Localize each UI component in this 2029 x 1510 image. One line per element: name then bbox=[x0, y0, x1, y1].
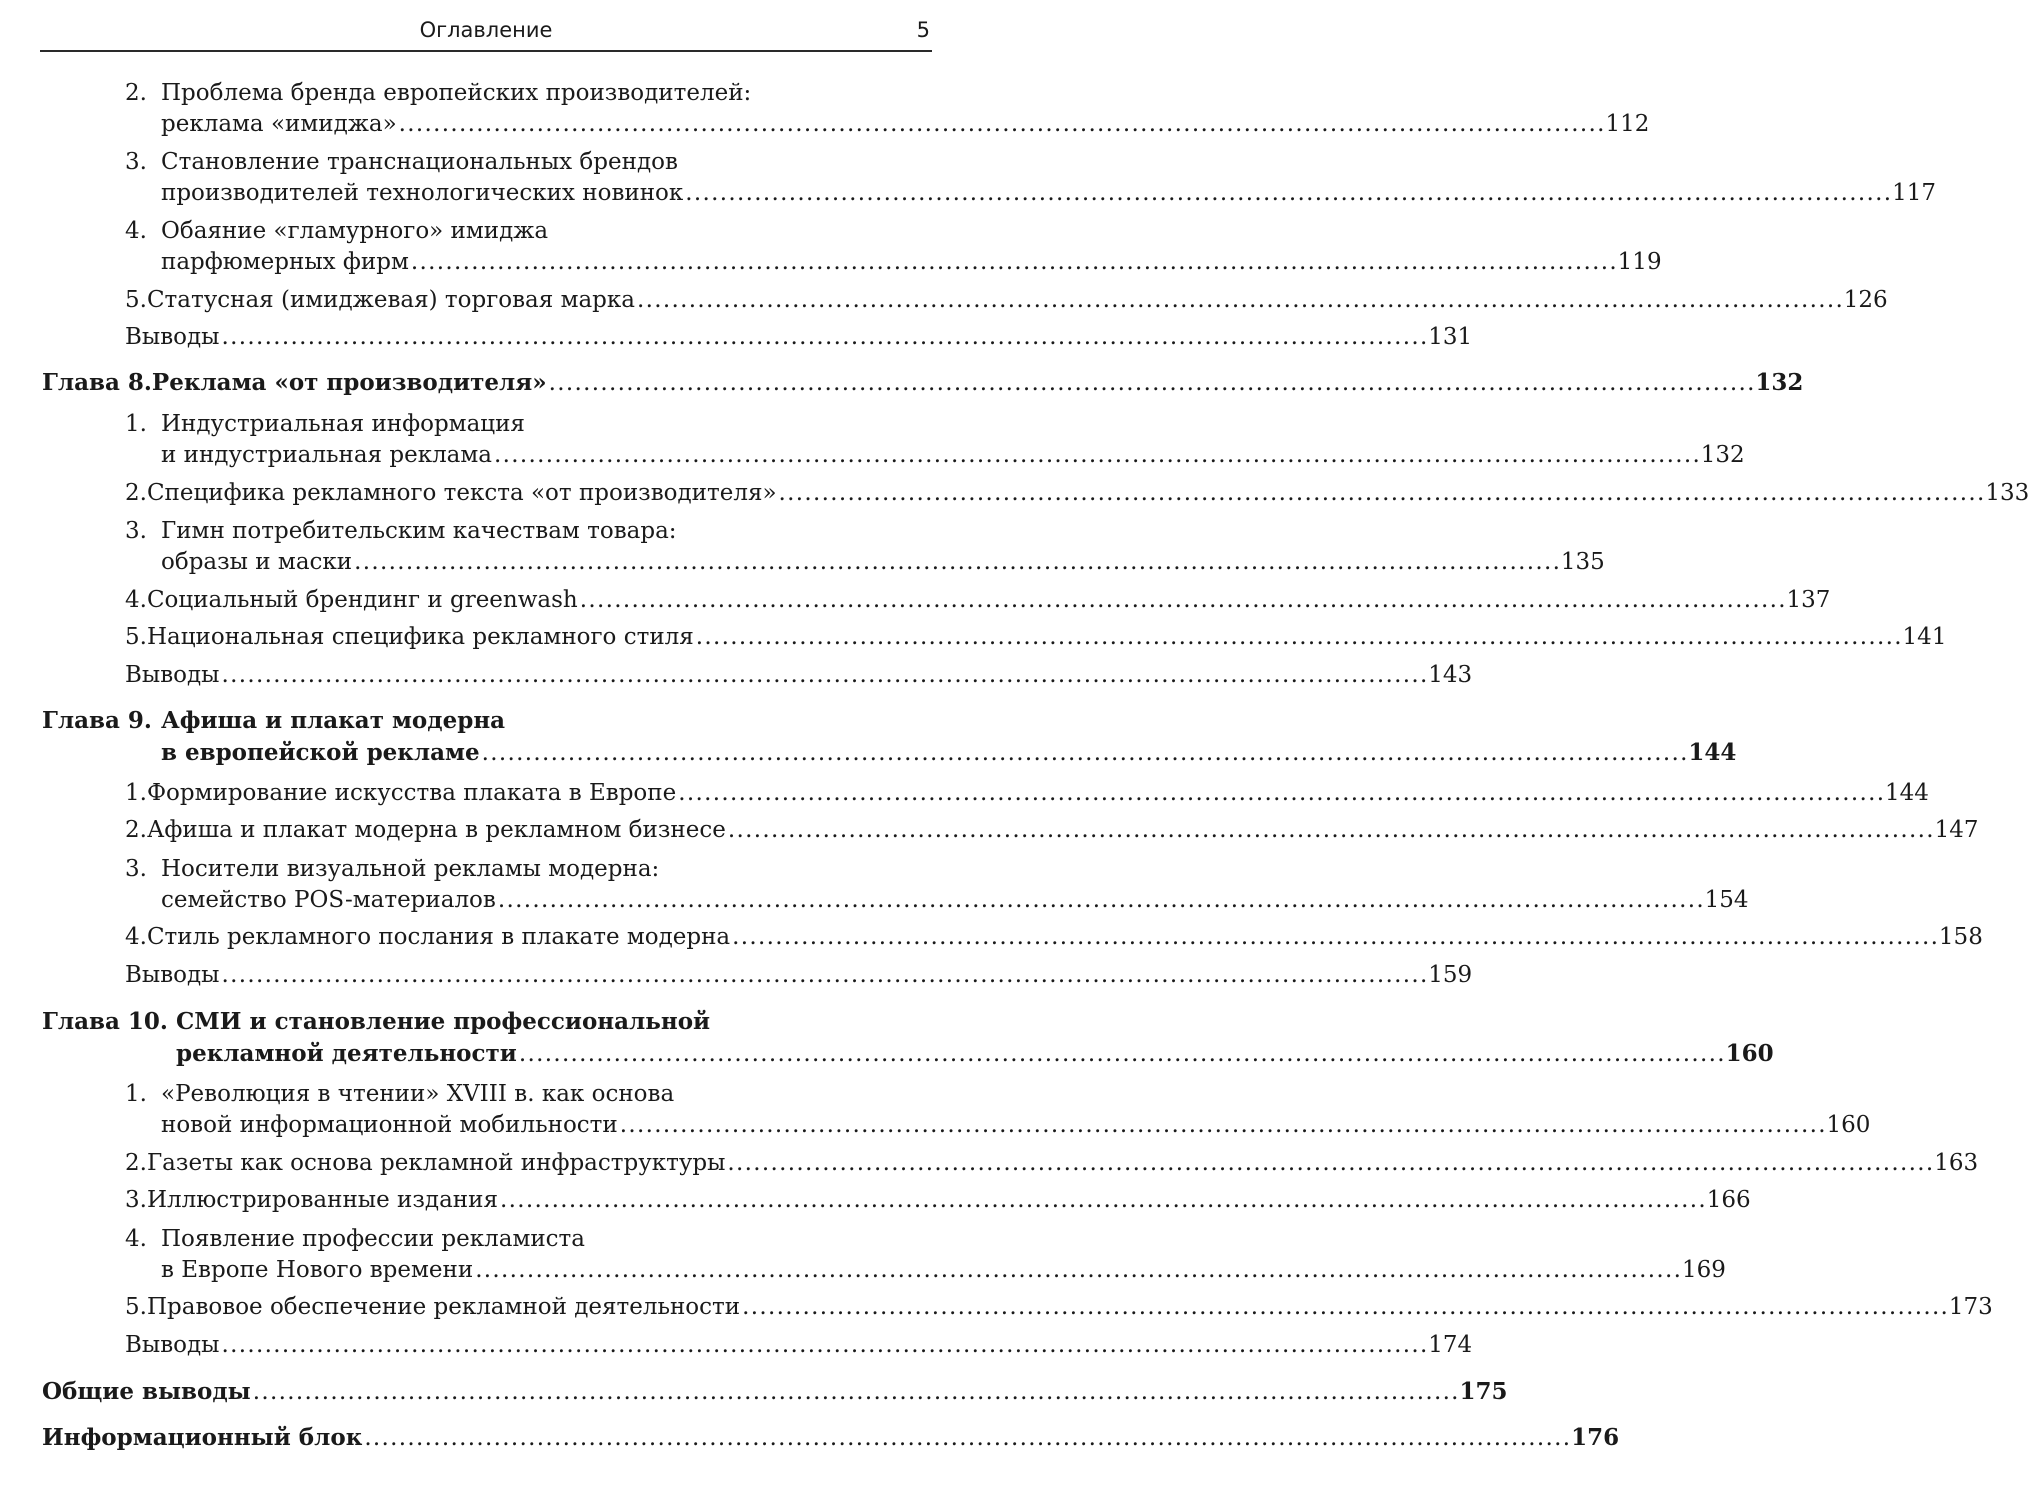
chapter-label: Глава 8. bbox=[42, 369, 152, 396]
entry-title: Социальный брендинг и greenwash bbox=[146, 587, 578, 613]
entry-page: 137 bbox=[1786, 587, 1831, 613]
entry-title: Стиль рекламного послания в плакате модерна bbox=[146, 924, 731, 950]
entry-page: 131 bbox=[1428, 324, 1473, 350]
leader-dots bbox=[494, 440, 1697, 470]
toc-entry-line[interactable] bbox=[125, 409, 930, 439]
entry-page: 133 bbox=[1985, 480, 2029, 506]
entry-number: 1. bbox=[125, 780, 147, 806]
entry-number: 1. bbox=[125, 1081, 147, 1107]
entry-number: 3. bbox=[125, 149, 147, 175]
chapter-title: СМИ и становление профессиональной bbox=[176, 1008, 711, 1035]
running-title: Оглавление bbox=[419, 18, 553, 42]
entry-page: 144 bbox=[1885, 780, 1929, 806]
toc-entry-line[interactable] bbox=[125, 1224, 930, 1254]
entry-number: 2. bbox=[125, 480, 147, 506]
entry-page: 158 bbox=[1938, 924, 1983, 950]
toc-entry-line[interactable] bbox=[125, 216, 930, 246]
entry-title: Национальная специфика рекламного стиля bbox=[146, 624, 694, 650]
leader-dots bbox=[580, 585, 1783, 615]
leader-dots bbox=[221, 1330, 1424, 1360]
toc-entry-line[interactable] bbox=[125, 778, 1929, 808]
leader-dots bbox=[500, 1185, 1703, 1215]
page-number: 5 bbox=[916, 18, 930, 42]
toc-entry-line[interactable] bbox=[125, 1148, 1979, 1178]
chapter-heading[interactable] bbox=[161, 738, 1737, 768]
leader-dots bbox=[475, 1255, 1678, 1285]
entry-title: Выводы bbox=[125, 324, 220, 350]
entry-title: Выводы bbox=[125, 962, 220, 988]
entry-page: 176 bbox=[1571, 1424, 1620, 1451]
entry-title: «Революция в чтении» XVIII в. как основа bbox=[161, 1081, 675, 1107]
entry-number: 4. bbox=[125, 218, 147, 244]
entry-page: 112 bbox=[1605, 111, 1650, 137]
entry-number: 4. bbox=[125, 1226, 147, 1252]
entry-title: новой информационной мобильности bbox=[161, 1112, 618, 1138]
leader-dots bbox=[354, 547, 1557, 577]
leader-dots bbox=[728, 815, 1931, 845]
entry-page: 159 bbox=[1428, 962, 1473, 988]
toc-entry-line[interactable] bbox=[125, 1079, 930, 1109]
entry-number: 5. bbox=[125, 287, 147, 313]
entry-number: 2. bbox=[125, 1150, 147, 1176]
entry-title: Афиша и плакат модерна в рекламном бизнесе bbox=[146, 817, 726, 843]
leader-dots bbox=[696, 622, 1899, 652]
entry-number: 2. bbox=[125, 80, 147, 106]
leader-dots bbox=[732, 922, 1935, 952]
entry-title: семейство POS-материалов bbox=[161, 887, 496, 913]
entry-page: 141 bbox=[1902, 624, 1947, 650]
entry-title: Статусная (имиджевая) торговая марка bbox=[146, 287, 635, 313]
chapter-title: в европейской рекламе bbox=[161, 739, 480, 766]
toc-info-block[interactable] bbox=[42, 1423, 1620, 1453]
toc-entry-line[interactable] bbox=[125, 922, 1983, 952]
entry-title: Проблема бренда европейских производителей: bbox=[161, 80, 752, 106]
leader-dots bbox=[221, 660, 1424, 690]
entry-title: Общие выводы bbox=[42, 1378, 251, 1405]
entry-page: 175 bbox=[1459, 1378, 1508, 1405]
entry-page: 132 bbox=[1700, 442, 1745, 468]
toc-entry-line[interactable] bbox=[161, 1110, 1871, 1140]
leader-dots bbox=[399, 109, 1602, 139]
entry-page: 126 bbox=[1843, 287, 1888, 313]
toc-entry-line[interactable] bbox=[125, 322, 1473, 352]
chapter-title: Афиша и плакат модерна bbox=[161, 707, 506, 734]
chapter-title: рекламной деятельности bbox=[176, 1040, 517, 1067]
entry-title: Гимн потребительским качествам товара: bbox=[161, 518, 677, 544]
leader-dots bbox=[253, 1377, 1456, 1407]
entry-number: 3. bbox=[125, 518, 147, 544]
toc-entry-line[interactable] bbox=[161, 1255, 1726, 1285]
chapter-page: 160 bbox=[1725, 1040, 1774, 1067]
entry-page: 147 bbox=[1934, 817, 1979, 843]
chapter-title: Реклама «от производителя» bbox=[151, 369, 547, 396]
entry-page: 143 bbox=[1428, 662, 1473, 688]
leader-dots bbox=[549, 368, 1752, 398]
toc-entry-line[interactable] bbox=[125, 960, 1473, 990]
chapter-heading[interactable] bbox=[176, 1039, 1774, 1069]
entry-page: 135 bbox=[1560, 549, 1605, 575]
entry-page: 174 bbox=[1428, 1332, 1473, 1358]
entry-title: Газеты как основа рекламной инфраструктуры bbox=[146, 1150, 726, 1176]
toc-entry-line[interactable] bbox=[125, 854, 930, 884]
entry-number: 3. bbox=[125, 1187, 147, 1213]
toc-entry-line[interactable] bbox=[125, 1185, 1751, 1215]
entry-number: 5. bbox=[125, 1294, 147, 1320]
entry-title: Появление профессии рекламиста bbox=[161, 1226, 585, 1252]
chapter-page: 144 bbox=[1688, 739, 1737, 766]
toc-entry-line[interactable] bbox=[125, 660, 1473, 690]
leader-dots bbox=[637, 285, 1840, 315]
entry-title: Становление транснациональных брендов bbox=[161, 149, 678, 175]
leader-dots bbox=[498, 885, 1701, 915]
entry-title: Информационный блок bbox=[42, 1424, 363, 1451]
toc-entry-line[interactable] bbox=[125, 478, 2029, 508]
entry-title: Выводы bbox=[125, 1332, 220, 1358]
toc-entry-line[interactable] bbox=[125, 285, 1888, 315]
toc-entry-line[interactable] bbox=[125, 622, 1947, 652]
chapter-heading[interactable] bbox=[42, 706, 930, 736]
entry-title: Обаяние «гламурного» имиджа bbox=[161, 218, 549, 244]
toc-entry-line[interactable] bbox=[161, 440, 1745, 470]
entry-title: Формирование искусства плаката в Европе bbox=[146, 780, 677, 806]
entry-page: 169 bbox=[1681, 1257, 1726, 1283]
entry-title: Носители визуальной рекламы модерна: bbox=[161, 856, 660, 882]
toc-entry-line[interactable] bbox=[125, 815, 1979, 845]
toc-entry-line[interactable] bbox=[125, 1292, 1993, 1322]
entry-page: 154 bbox=[1704, 887, 1749, 913]
toc-entry-line[interactable] bbox=[125, 78, 930, 108]
chapter-label: Глава 9. bbox=[42, 707, 152, 734]
entry-title: Индустриальная информация bbox=[161, 411, 525, 437]
entry-title: Иллюстрированные издания bbox=[146, 1187, 498, 1213]
chapter-page: 132 bbox=[1755, 369, 1804, 396]
leader-dots bbox=[685, 178, 1888, 208]
running-head bbox=[40, 14, 932, 52]
leader-dots bbox=[221, 960, 1424, 990]
toc-entry-line[interactable] bbox=[125, 1330, 1473, 1360]
entry-number: 1. bbox=[125, 411, 147, 437]
chapter-heading[interactable] bbox=[42, 1007, 930, 1037]
entry-title: образы и маски bbox=[161, 549, 353, 575]
entry-title: Специфика рекламного текста «от производителя» bbox=[146, 480, 777, 506]
leader-dots bbox=[678, 778, 1881, 808]
entry-title: и индустриальная реклама bbox=[161, 442, 492, 468]
entry-page: 119 bbox=[1617, 249, 1662, 275]
entry-number: 4. bbox=[125, 924, 147, 950]
toc-entry-line[interactable] bbox=[125, 516, 930, 546]
toc-entry-line[interactable] bbox=[161, 109, 1650, 139]
entry-title: Выводы bbox=[125, 662, 220, 688]
leader-dots bbox=[779, 478, 1982, 508]
leader-dots bbox=[482, 738, 1685, 768]
leader-dots bbox=[727, 1148, 1930, 1178]
entry-title: реклама «имиджа» bbox=[161, 111, 397, 137]
entry-page: 173 bbox=[1948, 1294, 1993, 1320]
toc-entry-line[interactable] bbox=[125, 147, 930, 177]
leader-dots bbox=[742, 1292, 1945, 1322]
entry-number: 2. bbox=[125, 817, 147, 843]
entry-page: 166 bbox=[1706, 1187, 1751, 1213]
entry-title: парфюмерных фирм bbox=[161, 249, 409, 275]
chapter-label: Глава 10. bbox=[42, 1008, 168, 1035]
entry-title: Правовое обеспечение рекламной деятельности bbox=[146, 1294, 741, 1320]
leader-dots bbox=[519, 1039, 1722, 1069]
leader-dots bbox=[411, 247, 1614, 277]
leader-dots bbox=[221, 322, 1424, 352]
entry-title: производителей технологических новинок bbox=[161, 180, 684, 206]
toc-entry-line[interactable] bbox=[161, 547, 1605, 577]
entry-number: 4. bbox=[125, 587, 147, 613]
toc-entry-line[interactable] bbox=[161, 247, 1662, 277]
entry-number: 5. bbox=[125, 624, 147, 650]
leader-dots bbox=[620, 1110, 1823, 1140]
toc-entry-line[interactable] bbox=[161, 178, 1936, 208]
entry-page: 117 bbox=[1892, 180, 1936, 206]
toc-entry-line[interactable] bbox=[125, 585, 1831, 615]
entry-page: 163 bbox=[1934, 1150, 1979, 1176]
leader-dots bbox=[364, 1423, 1567, 1453]
entry-page: 160 bbox=[1826, 1112, 1871, 1138]
toc-entry-line[interactable] bbox=[161, 885, 1749, 915]
toc-general-conclusions[interactable] bbox=[42, 1377, 1508, 1407]
entry-title: в Европе Нового времени bbox=[161, 1257, 474, 1283]
entry-number: 3. bbox=[125, 856, 147, 882]
chapter-heading[interactable] bbox=[42, 368, 1804, 398]
